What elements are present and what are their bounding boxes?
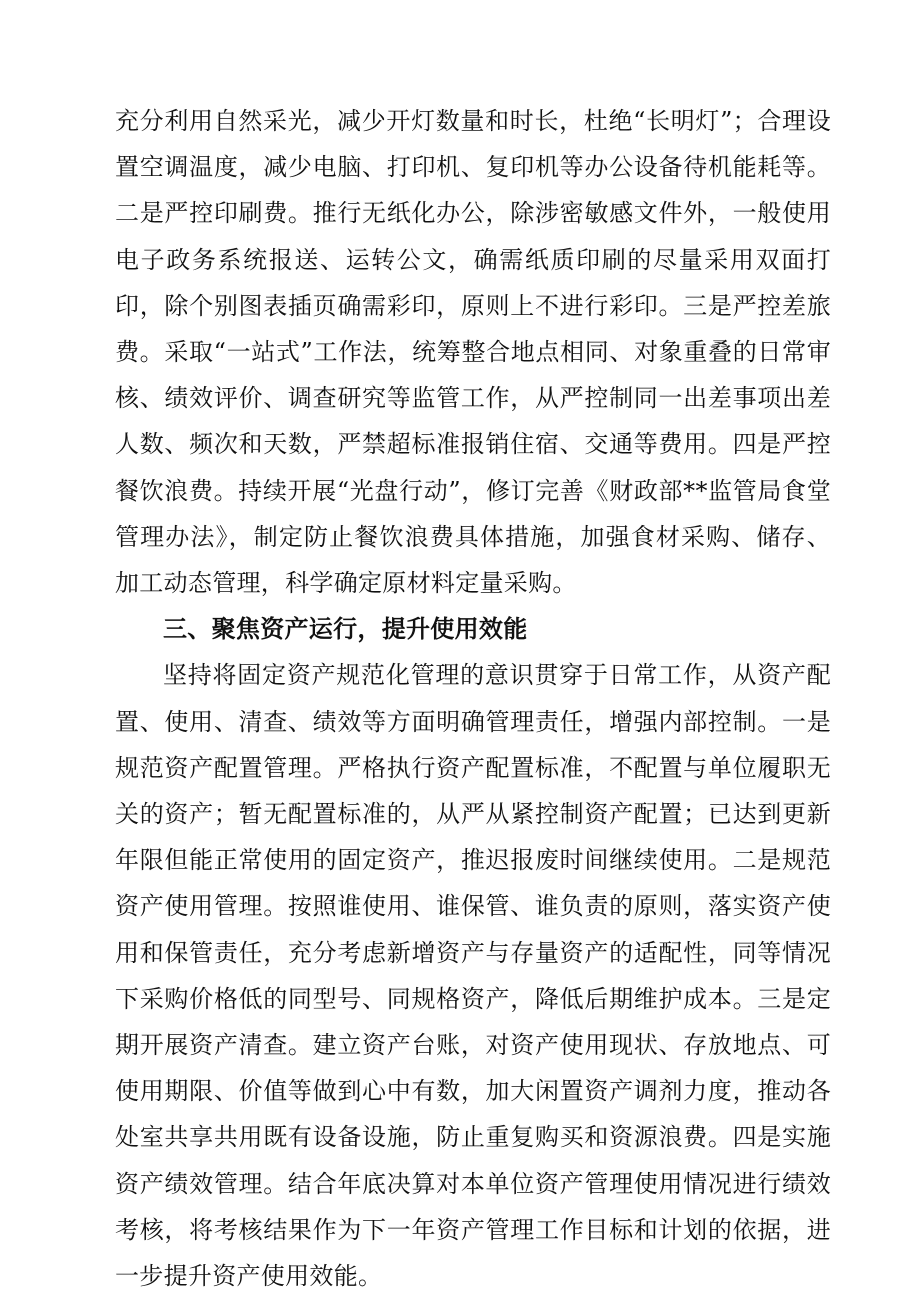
document-page xyxy=(115,98,831,1299)
body-paragraph-continued: 充分利用自然采光，减少开灯数量和时长，杜绝“长明灯”；合理设置空调温度，减少电脑、打印机、复印机等办公设备待机能耗等。二是严控印刷费。推行无纸化办公，除涉密敏感文件外，一般使用电子政务系统报送、运转公文，确需纸质印刷的尽量采用双面打印，除个别图表插页确需彩印，原则上不进行彩印。三是严控差旅费。采取“一站式”工作法，统筹整合地点相同、对象重叠的日常审核、绩效评价、调查研究等监管工作，从严控制同一出差事项出差人数、频次和天数，严禁超标准报销住宿、交通等费用。四是严控餐饮浪费。持续开展“光盘行动”，修订完善《财政部**监管局食堂管理办法》，制定防止餐饮浪费具体措施，加强食材采购、储存、加工动态管理，科学确定原材料定量采购。 xyxy=(115,107,831,598)
body-paragraph: 坚持将固定资产规范化管理的意识贯穿于日常工作，从资产配置、使用、清查、绩效等方面明确管理责任，增强内部控制。一是规范资产配置管理。严格执行资产配置标准，不配置与单位履职无关的资产；暂无配置标准的，从严从紧控制资产配置；已达到更新年限但能正常使用的固定资产，推迟报废时间继续使用。二是规范资产使用管理。按照谁使用、谁保管、谁负责的原则，落实资产使用和保管责任，充分考虑新增资产与存量资产的适配性，同等情况下采购价格低的同型号、同规格资产，降低后期维护成本。三是定期开展资产清查。建立资产台账，对资产使用现状、存放地点、可使用期限、价值等做到心中有数，加大闲置资产调剂力度，推动各处室共享共用既有设备设施，防止重复购买和资源浪费。四是实施资产绩效管理。结合年底决算对本单位资产管理使用情况进行绩效考核，将考核结果作为下一年资产管理工作目标和计划的依据，进一步提升资产使用效能。 xyxy=(115,661,831,1291)
section-heading: 三、聚焦资产运行，提升使用效能 xyxy=(163,614,528,644)
